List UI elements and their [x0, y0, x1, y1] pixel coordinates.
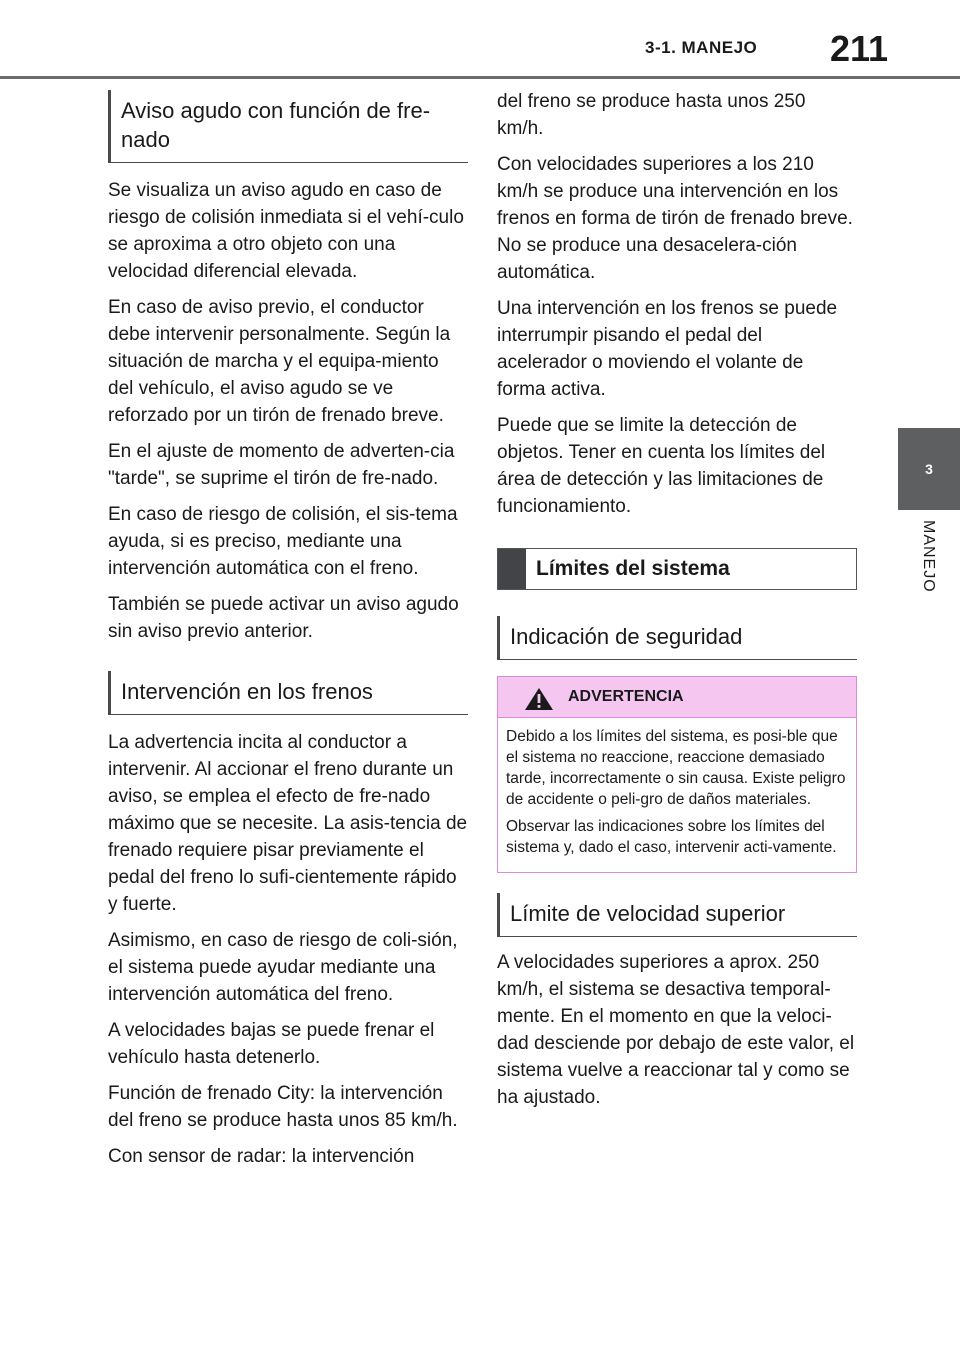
heading-safety-note: [497, 616, 857, 660]
paragraph: Con velocidades superiores a los 210 km/h se produce una intervención en los frenos en forma de tirón de frenado breve. No se produce una desacelera-ción automática.: [497, 154, 853, 283]
heading-sharp-warning-text: Aviso agudo con función de fre- nado: [121, 98, 431, 152]
chapter-tab: [898, 428, 960, 510]
paragraph: del freno se produce hasta unos 250 km/h.: [497, 91, 806, 139]
heading-brake-intervention: [108, 671, 468, 715]
warning-triangle-icon: [524, 687, 554, 716]
section-heading-system-limits: [497, 548, 857, 590]
chapter-number: 3: [925, 461, 933, 477]
section-heading-text: Límites del sistema: [536, 557, 730, 580]
paragraph: Puede que se limite la detección de objetos. Tener en cuenta los límites del área de detección y las limitaciones de funcionamiento.: [497, 415, 826, 517]
paragraph: En caso de aviso previo, el conductor debe intervenir personalmente. Según la situación de marcha y el equipa-miento del vehículo, el aviso agudo se ve reforzado por un tirón de frenado breve.: [108, 297, 451, 426]
warning-header: [498, 677, 856, 718]
running-header-section: 3-1. MANEJO: [645, 38, 758, 57]
brake-intervention-paragraphs: [108, 729, 468, 1170]
page-number: 211: [830, 28, 889, 69]
chapter-label: MANEJO: [920, 520, 937, 593]
header-rule: [0, 76, 960, 79]
paragraph: Una intervención en los frenos se puede interrumpir pisando el pedal del acelerador o moviendo el volante de forma activa.: [497, 298, 838, 400]
paragraph: A velocidades bajas se puede frenar el vehículo hasta detenerlo.: [108, 1020, 435, 1068]
paragraph: Función de frenado City: la intervención del freno se produce hasta unos 85 km/h.: [108, 1083, 458, 1131]
paragraph: En caso de riesgo de colisión, el sis-tema ayuda, si es preciso, mediante una intervención automática con el freno.: [108, 504, 458, 579]
paragraph: A velocidades superiores a aprox. 250 km/h, el sistema se desactiva temporal-mente. En el momento en que la veloci-dad desciende por debajo de este valor, el sistema vuelve a reaccionar tal y como se ha ajustado.: [497, 952, 855, 1108]
upper-speed-paragraphs: [497, 949, 857, 1111]
paragraph: Con sensor de radar: la intervención: [108, 1146, 415, 1167]
paragraph: En el ajuste de momento de adverten-cia "tarde", se suprime el tirón de fre-nado.: [108, 441, 455, 489]
right-column: [497, 88, 857, 1120]
paragraph: Se visualiza un aviso agudo en caso de riesgo de colisión inmediata si el vehí-culo se aproxima a otro objeto con una velocidad diferencial elevada.: [108, 180, 464, 282]
sharp-warning-paragraphs: [108, 177, 468, 645]
heading-safety-note-text: Indicación de seguridad: [510, 624, 743, 649]
warning-paragraph: Debido a los límites del sistema, es posi-ble que el sistema no reaccione, reaccione demasiado tarde, incorrectamente o sin causa. Existe peligro de accidente o peli-gro de daños materiales.: [506, 728, 846, 808]
paragraph: También se puede activar un aviso agudo sin aviso previo anterior.: [108, 594, 459, 642]
heading-upper-speed-limit-text: Límite de velocidad superior: [510, 901, 786, 926]
warning-paragraph: Observar las indicaciones sobre los límites del sistema y, dado el caso, intervenir acti-vamente.: [506, 818, 837, 856]
paragraph: Asimismo, en caso de riesgo de coli-sión, el sistema puede ayudar mediante una intervención automática del freno.: [108, 930, 458, 1005]
heading-sharp-warning: [108, 90, 468, 163]
left-column: [108, 90, 468, 1179]
section-bar: [498, 549, 526, 589]
warning-box: [497, 676, 857, 873]
paragraph: La advertencia incita al conductor a intervenir. Al accionar el freno durante un aviso, se emplea el efecto de fre-nado máximo que se necesite. La asis-tencia de frenado requiere pisar previamente el pedal del freno lo sufi-cientemente rápido y fuerte.: [108, 732, 468, 915]
continued-paragraphs: [497, 88, 857, 520]
warning-body: [498, 718, 856, 872]
heading-upper-speed-limit: [497, 893, 857, 937]
heading-brake-intervention-text: Intervención en los frenos: [121, 679, 373, 704]
warning-title: ADVERTENCIA: [568, 688, 684, 705]
